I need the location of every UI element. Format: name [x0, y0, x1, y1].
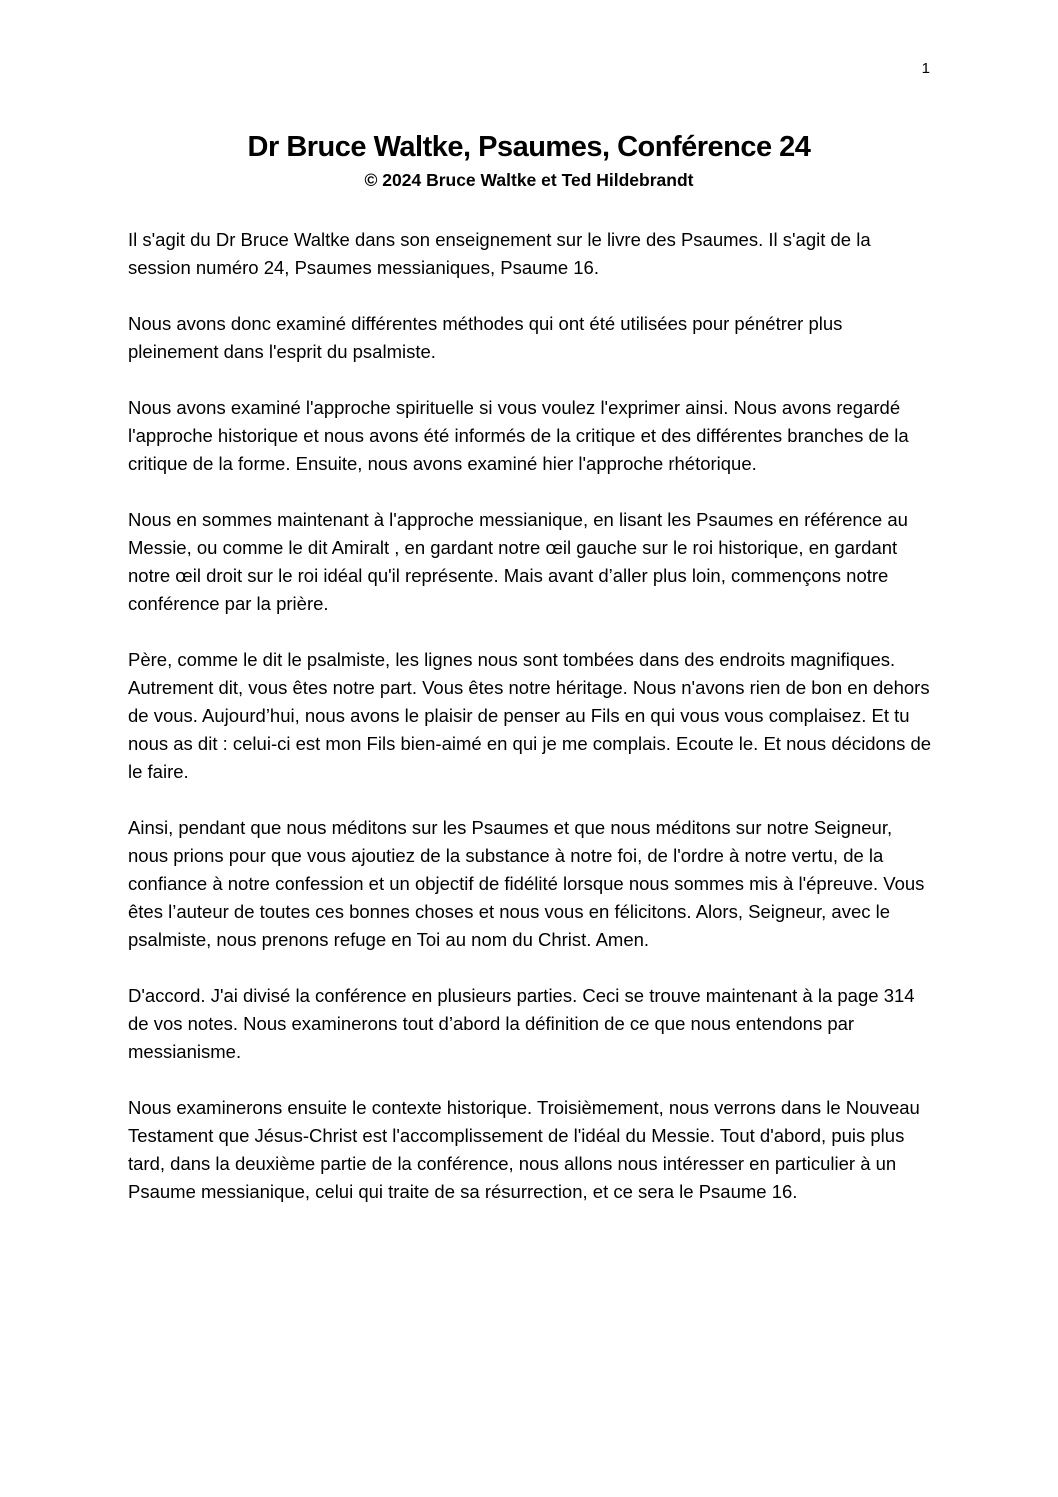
document-title: Dr Bruce Waltke, Psaumes, Conférence 24	[247, 131, 811, 163]
document-body	[128, 226, 936, 1206]
document-header	[0, 130, 1058, 192]
copyright-line: © 2024 Bruce Waltke et Ted Hildebrandt	[364, 170, 694, 190]
paragraph-outline: D'accord. J'ai divisé la conférence en plusieurs parties. Ceci se trouve maintenant à la page 314 de vos notes. Nous examinerons tout d’abord la définition de ce que nous entendons par messianisme.	[128, 985, 915, 1062]
paragraph-approaches: Nous avons examiné l'approche spirituelle si vous voulez l'exprimer ainsi. Nous avons regardé l'approche historique et nous avons été informés de la critique et des différentes branches de la critique de la forme. Ensuite, nous avons examiné hier l'approche rhétorique.	[128, 397, 909, 474]
page-number: 1	[921, 60, 930, 77]
paragraph-messianic-approach: Nous en sommes maintenant à l'approche messianique, en lisant les Psaumes en référence au Messie, ou comme le dit Amiralt , en gardant notre œil gauche sur le roi historique, en gardant notre œil droit sur le roi idéal qu'il représente. Mais avant d’aller plus loin, commençons notre conférence par la prière.	[128, 509, 908, 614]
paragraph-methods: Nous avons donc examiné différentes méthodes qui ont été utilisées pour pénétrer plus pleinement dans l'esprit du psalmiste.	[128, 313, 843, 362]
paragraph-prayer-1: Père, comme le dit le psalmiste, les lignes nous sont tombées dans des endroits magnifiques. Autrement dit, vous êtes notre part. Vous êtes notre héritage. Nous n'avons rien de bon en dehors de vous. Aujourd’hui, nous avons le plaisir de penser au Fils en qui vous vous complaisez. Et tu nous as dit : celui-ci est mon Fils bien-aimé en qui je me complais. Ecoute le. Et nous décidons de le faire.	[128, 649, 932, 782]
paragraph-context: Nous examinerons ensuite le contexte historique. Troisièmement, nous verrons dans le Nouveau Testament que Jésus-Christ est l'accomplissement de l'idéal du Messie. Tout d'abord, puis plus tard, dans la deuxième partie de la conférence, nous allons nous intéresser en particulier à un Psaume messianique, celui qui traite de sa résurrection, et ce sera le Psaume 16.	[128, 1097, 920, 1202]
paragraph-prayer-2: Ainsi, pendant que nous méditons sur les Psaumes et que nous méditons sur notre Seigneur, nous prions pour que vous ajoutiez de la substance à notre foi, de l'ordre à notre vertu, de la confiance à notre confession et un objectif de fidélité lorsque nous sommes mis à l'épreuve. Vous êtes l’auteur de toutes ces bonnes choses et nous vous en félicitons. Alors, Seigneur, avec le psalmiste, nous prenons refuge en Toi au nom du Christ. Amen.	[128, 817, 925, 950]
paragraph-intro: Il s'agit du Dr Bruce Waltke dans son enseignement sur le livre des Psaumes. Il s'agit de la session numéro 24, Psaumes messianiques, Psaume 16.	[128, 229, 871, 278]
